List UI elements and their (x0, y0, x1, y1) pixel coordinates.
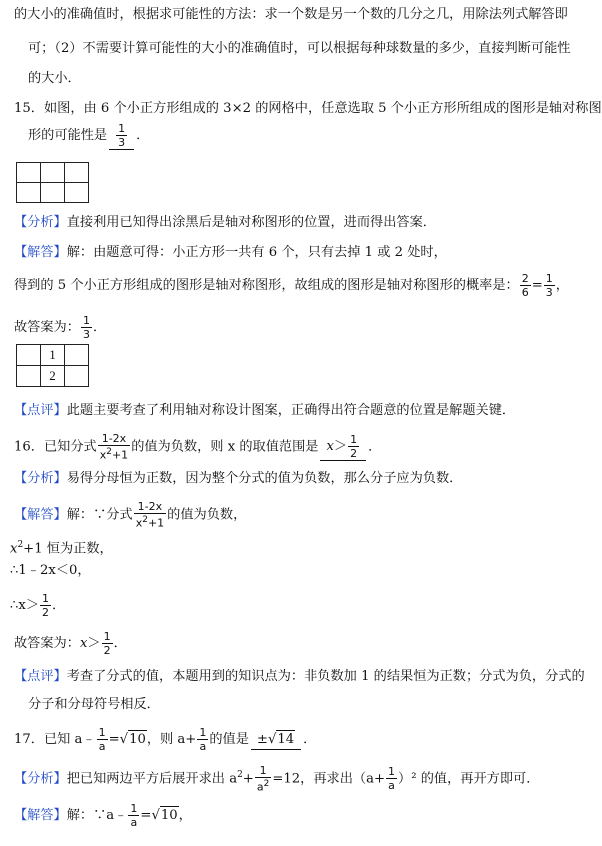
q15-conclusion: 故答案为： $\frac{1}{3}$ ． (14, 314, 107, 341)
q17-solution: 【解答】解：∵a﹣ $\frac{1}{a}$ =√10， (14, 802, 192, 829)
comment-tag: 【点评】 (14, 403, 67, 418)
q15-empty-grid (16, 162, 89, 203)
q15-answer-blank: $\frac{1}{3}$ (109, 122, 134, 150)
q15-stem-line-2: 形的可能性是 $\frac{1}{3}$ ． (28, 122, 150, 149)
q16-stem: 16．已知分式 $\frac{1-2x}{x^2+1}$ 的值为负数，则 x 的取值范围是 x＞ $\frac{1}{2}$ ． (14, 432, 382, 462)
q16-step-3: ∴x＞ $\frac{1}{2}$ ． (10, 592, 66, 619)
q15-stem-line-1: 15．如图，由 6 个小正方形组成的 3×2 的网格中，任意选取 5 个小正方形所组成的图形是轴对称图 (14, 101, 602, 116)
intro-line-1: 的大小的准确值时，根据求可能性的方法：求一个数是另一个数的几分之几，用除法列式解答即 (14, 7, 568, 22)
intro-line-2: 可；（2）不需要计算可能性的大小的准确值时，可以根据每种球数量的多少，直接判断可能性 (28, 41, 571, 56)
q16-conclusion: 故答案为：x＞ $\frac{1}{2}$ ． (14, 630, 127, 657)
analysis-tag: 【分析】 (14, 215, 67, 230)
q16-answer-blank: x＞ $\frac{1}{2}$ (320, 433, 366, 461)
q15-analysis: 【分析】直接利用已知得出涂黑后是轴对称图形的位置，进而得出答案． (14, 215, 436, 230)
grid-label-2: 2 (41, 366, 65, 387)
q16-solution: 【解答】解：∵分式 $\frac{1-2x}{x^2+1}$ 的值为负数， (14, 500, 247, 530)
q16-step-2: ∴1﹣2x＜0， (10, 563, 91, 578)
q15-comment: 【点评】此题主要考查了利用轴对称设计图案，正确得出符合题意的位置是解题关键． (14, 403, 516, 418)
q17-stem: 17．已知 a﹣ $\frac{1}{a}$ =√10，则 a+ $\frac{1}{a}$ 的值是 ±√14 ． (14, 726, 317, 753)
q16-comment-line-2: 分子和分母符号相反． (28, 697, 160, 712)
q16-step-1: $x^2+1$ 恒为正数， (10, 540, 113, 557)
q15-solution-line-2: 得到的 5 个小正方形组成的图形是轴对称图形，故组成的图形是轴对称图形的概率是： $\frac{2}{6}$ = $\frac{1}{3}$ ， (14, 272, 569, 299)
solution-tag: 【解答】 (14, 245, 67, 260)
q17-answer-blank: ±√14 (251, 730, 301, 750)
grid-label-1: 1 (41, 345, 65, 366)
intro-line-3: 的大小． (28, 71, 81, 86)
q17-analysis: 【分析】把已知两边平方后展开求出 $a^2+$ $\frac{1}{a^2}$ =12，再求出（a+ $\frac{1}{a}$ ）² 的值，再开方即可． (14, 764, 540, 794)
q16-analysis: 【分析】易得分母恒为正数，因为整个分式的值为负数，那么分子应为负数． (14, 471, 463, 486)
q16-comment-line-1: 【点评】考查了分式的值，本题用到的知识点为：非负数加 1 的结果恒为正数；分式为负，分式的 (14, 669, 585, 684)
q15-solution-line-1: 【解答】解：由题意可得：小正方形一共有 6 个，只有去掉 1 或 2 处时， (14, 245, 447, 260)
q15-answer-grid (16, 344, 89, 387)
